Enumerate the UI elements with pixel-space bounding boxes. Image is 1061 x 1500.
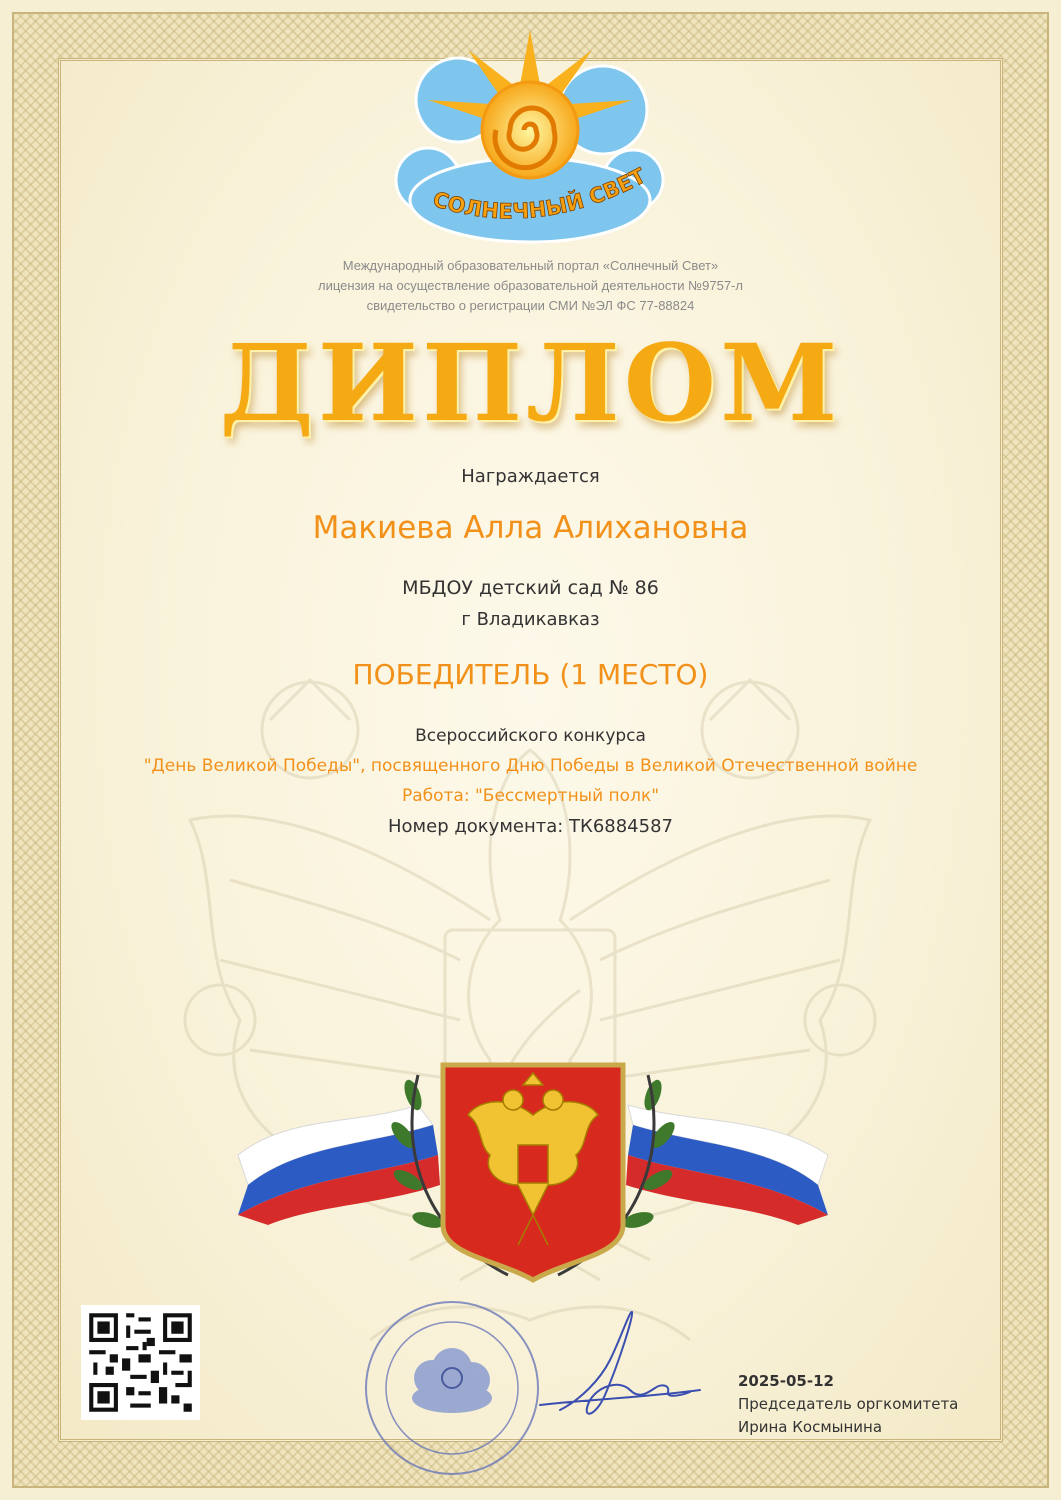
- portal-name: Международный образовательный портал «Солнечный Свет»: [342, 258, 719, 273]
- place-award: ПОБЕДИТЕЛЬ (1 МЕСТО): [352, 658, 709, 691]
- organization: МБДОУ детский сад № 86: [402, 577, 659, 599]
- signer-name: Ирина Космынина: [738, 1418, 883, 1436]
- issue-date: 2025-05-12: [738, 1372, 834, 1390]
- awarded-label: Награждается: [461, 466, 600, 487]
- registration-line: свидетельство о регистрации СМИ №ЭЛ ФС 77-88824: [366, 298, 695, 313]
- signer-role: Председатель оргкомитета: [738, 1395, 959, 1413]
- russian-emblem-flag-icon: [228, 1055, 838, 1295]
- work-title: Работа: "Бессмертный полк": [401, 786, 660, 806]
- diploma-title: ДИПЛОМ: [219, 320, 842, 445]
- logo-text: СОЛНЕЧНЫЙ СВЕТ: [430, 163, 650, 224]
- qr-code-icon: [81, 1305, 200, 1420]
- sun-cloud-logo-icon: [388, 30, 673, 250]
- seal-stamp-icon: [362, 1298, 542, 1478]
- city: г Владикавказ: [461, 609, 600, 630]
- recipient-name: Макиева Алла Алихановна: [312, 510, 749, 546]
- contest-label: Всероссийского конкурса: [415, 726, 646, 746]
- signature-icon: [520, 1300, 710, 1430]
- portal-info: [0, 256, 1061, 316]
- contest-name: "День Великой Победы", посвященного Дню Победы в Великой Отечественной войне: [143, 756, 918, 776]
- signature-block: [738, 1370, 958, 1439]
- document-number: Номер документа: ТК6884587: [388, 816, 673, 837]
- license-line: лицензия на осуществление образовательной деятельности №9757-л: [318, 278, 743, 293]
